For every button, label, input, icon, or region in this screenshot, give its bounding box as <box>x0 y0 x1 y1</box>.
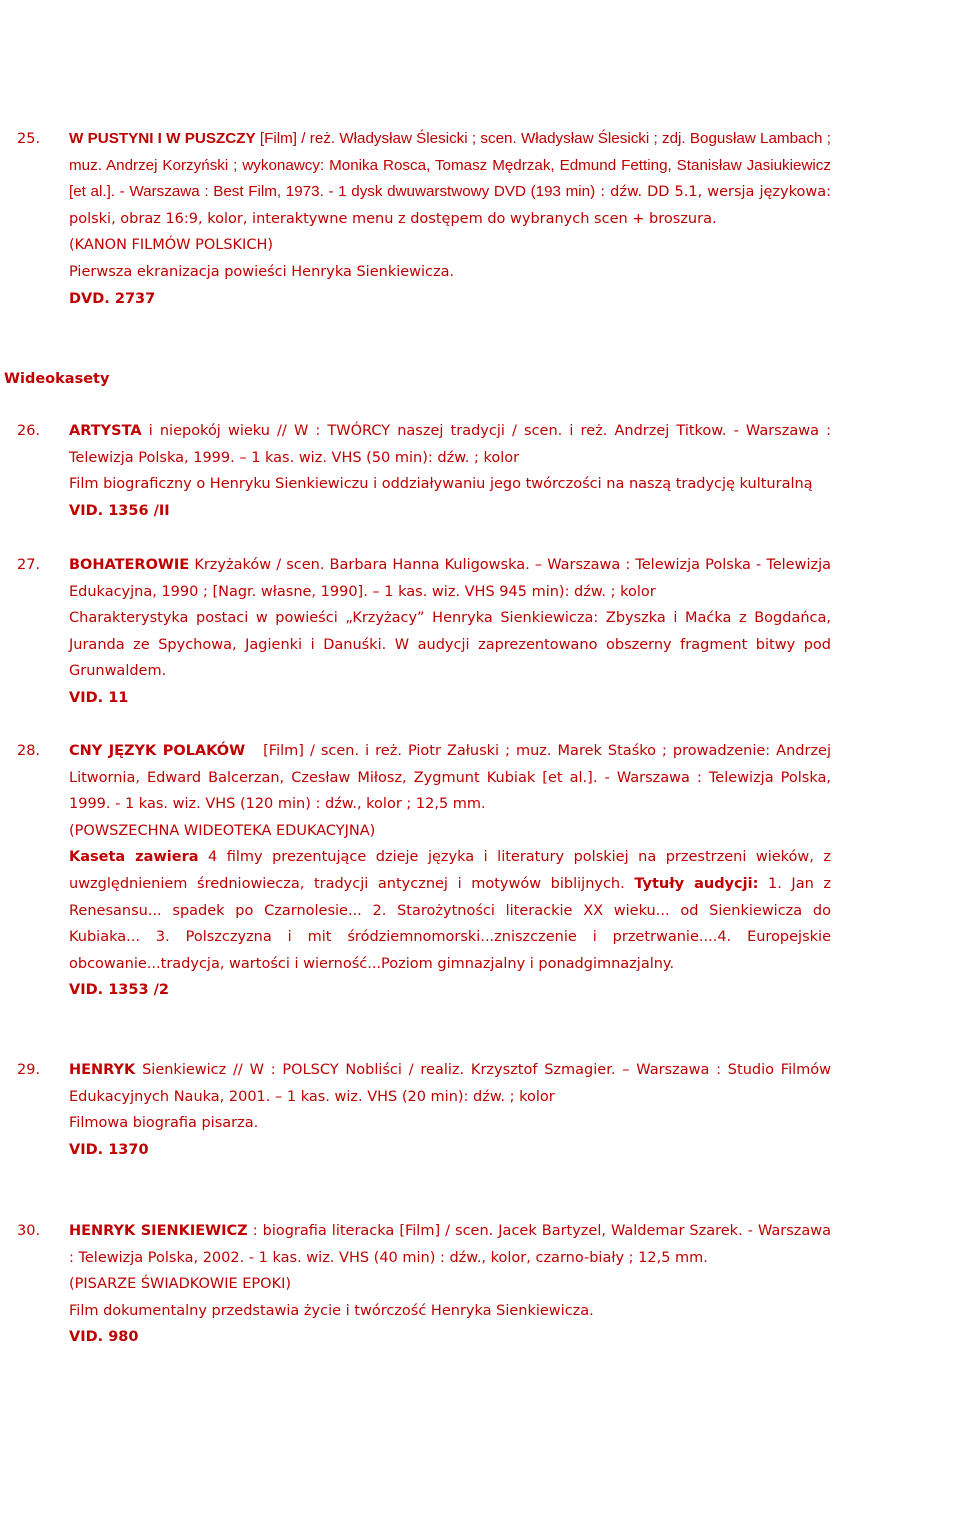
entry-description <box>69 552 831 605</box>
entry-note: Pierwsza ekranizacja powieści Henryka Sienkiewicza. <box>69 263 455 280</box>
entry-desc: : biografia literacka [Film] / scen. Jacek Bartyzel, Waldemar Szarek. - Warszawa : Telewizja Polska, 2002. - 1 kas. wiz. VHS (40 min) : dźw., kolor, czarno-biały ; 12,5 mm. <box>69 1223 831 1266</box>
catalog-entry-28 <box>0 738 960 1004</box>
entry-description <box>69 738 836 818</box>
entry-signature: DVD. 2737 <box>69 290 156 307</box>
entry-note-text-2: 1. Jan z Renesansu... spadek po Czarnolesie... 2. Starożytności literackie XX wieku... od Sienkiewicza do Kubiaka... 3. Polszczyzna i mit śródziemnomorski...zniszczenie i przetrwanie....4. Europejskie obcowanie...tradycja, wartości i wierność...Poziom gimnazjalny i ponadgimnazjalny. <box>69 875 831 972</box>
entry-number: 27. <box>17 557 41 573</box>
entry-desc-part1: [Film] / reż. Władysław Ślesicki ; scen. Władysław Ślesicki ; zdj. Bogusław Lambach ; muz. Andrzej Korzyński ; wykonawcy: Monika Rosca, Tomasz Mędrzak, Edmund Fetting, Stanisław Jasiukiewicz [et al.]. - Warszawa : Best Film, 1973. - 1 dysk dwuwarstwowy DVD (193 min) <box>69 130 831 201</box>
catalog-entry-25 <box>0 126 960 312</box>
entry-desc: i niepokój wieku // W : TWÓRCY naszej tradycji / scen. i reż. Andrzej Titkow. - Warszawa : Telewizja Polska, 1999. – 1 kas. wiz. VHS (50 min): dźw. ; kolor <box>69 423 831 466</box>
entry-signature: VID. 1356 /II <box>69 502 170 519</box>
entry-note: Film dokumentalny przedstawia życie i twórczość Henryka Sienkiewicza. <box>69 1302 594 1319</box>
entry-number: 29. <box>17 1062 41 1078</box>
catalog-entry-30 <box>0 1218 960 1351</box>
entry-note-label: Kaseta zawiera <box>69 849 199 866</box>
entry-description <box>69 1057 831 1110</box>
entry-note-text: 4 filmy prezentujące dzieje języka i literatury polskiej na przestrzeni wieków, z uwzględnieniem średniowiecza, tradycji antycznej i motywów biblijnych. <box>69 849 831 892</box>
entry-number: 25. <box>17 131 41 147</box>
entry-signature: VID. 1353 /2 <box>69 982 169 999</box>
catalog-entry-27 <box>0 552 960 712</box>
entry-series: (KANON FILMÓW POLSKICH) <box>69 237 274 254</box>
section-heading: Wideokasety <box>4 371 110 387</box>
entry-title: CNY JĘZYK POLAKÓW <box>69 743 246 759</box>
entry-number: 26. <box>17 423 41 439</box>
entry-series: (POWSZECHNA WIDEOTEKA EDUKACYJNA) <box>69 822 376 839</box>
entry-note: Film biograficzny o Henryku Sienkiewiczu i oddziaływaniu jego twórczości na naszą tradycję kulturalną <box>69 476 813 493</box>
entry-description <box>69 126 831 232</box>
entry-note: Filmowa biografia pisarza. <box>69 1115 259 1132</box>
entry-title: ARTYSTA <box>69 423 142 439</box>
entry-signature: VID. 1370 <box>69 1141 149 1158</box>
entry-title: HENRYK <box>69 1062 136 1078</box>
entry-description <box>69 418 831 471</box>
entry-desc: [Film] / scen. i reż. Piotr Załuski ; muz. Marek Staśko ; prowadzenie: Andrzej Litwornia, Edward Balcerzan, Czesław Miłosz, Zygmunt Kubiak [et al.]. - Warszawa : Telewizja Polska, 1999. - 1 kas. wiz. VHS (120 min) : dźw., kolor ; 12,5 mm. <box>69 743 836 813</box>
entry-desc: Sienkiewicz // W : POLSCY Nobliści / realiz. Krzysztof Szmagier. – Warszawa : Studio Filmów Edukacyjnych Nauka, 2001. – 1 kas. wiz. VHS (20 min): dźw. ; kolor <box>69 1062 831 1105</box>
entry-series: (PISARZE ŚWIADKOWIE EPOKI) <box>69 1276 292 1293</box>
entry-note <box>69 844 831 977</box>
catalog-entry-29 <box>0 1057 960 1163</box>
entry-desc-part2: : dźw. DD 5.1, wersja językowa: polski, obraz 16:9, kolor, interaktywne menu z dostępem do wybranych scen + broszura. <box>69 184 831 227</box>
entry-desc: Krzyżaków / scen. Barbara Hanna Kuligowska. – Warszawa : Telewizja Polska - Telewizja Edukacyjna, 1990 ; [Nagr. własne, 1990]. – 1 kas. wiz. VHS 945 min): dźw. ; kolor <box>69 557 831 600</box>
entry-title: W PUSTYNI I W PUSZCZY <box>69 130 256 147</box>
entry-signature: VID. 11 <box>69 689 129 706</box>
entry-note: Charakterystyka postaci w powieści „Krzyżacy” Henryka Sienkiewicza: Zbyszka i Maćka z Bogdańca, Juranda ze Spychowa, Jagienki i Danuśki. W audycji zaprezentowano obszerny fragment bitwy pod Grunwaldem. <box>69 610 831 680</box>
entry-number: 28. <box>17 743 41 759</box>
entry-description <box>69 1218 831 1271</box>
entry-title: HENRYK SIENKIEWICZ <box>69 1223 248 1239</box>
entry-title: BOHATEROWIE <box>69 557 190 573</box>
catalog-entry-26 <box>0 418 960 524</box>
entry-number: 30. <box>17 1223 41 1239</box>
entry-note-label-2: Tytuły audycji: <box>634 875 759 892</box>
entry-signature: VID. 980 <box>69 1329 139 1346</box>
